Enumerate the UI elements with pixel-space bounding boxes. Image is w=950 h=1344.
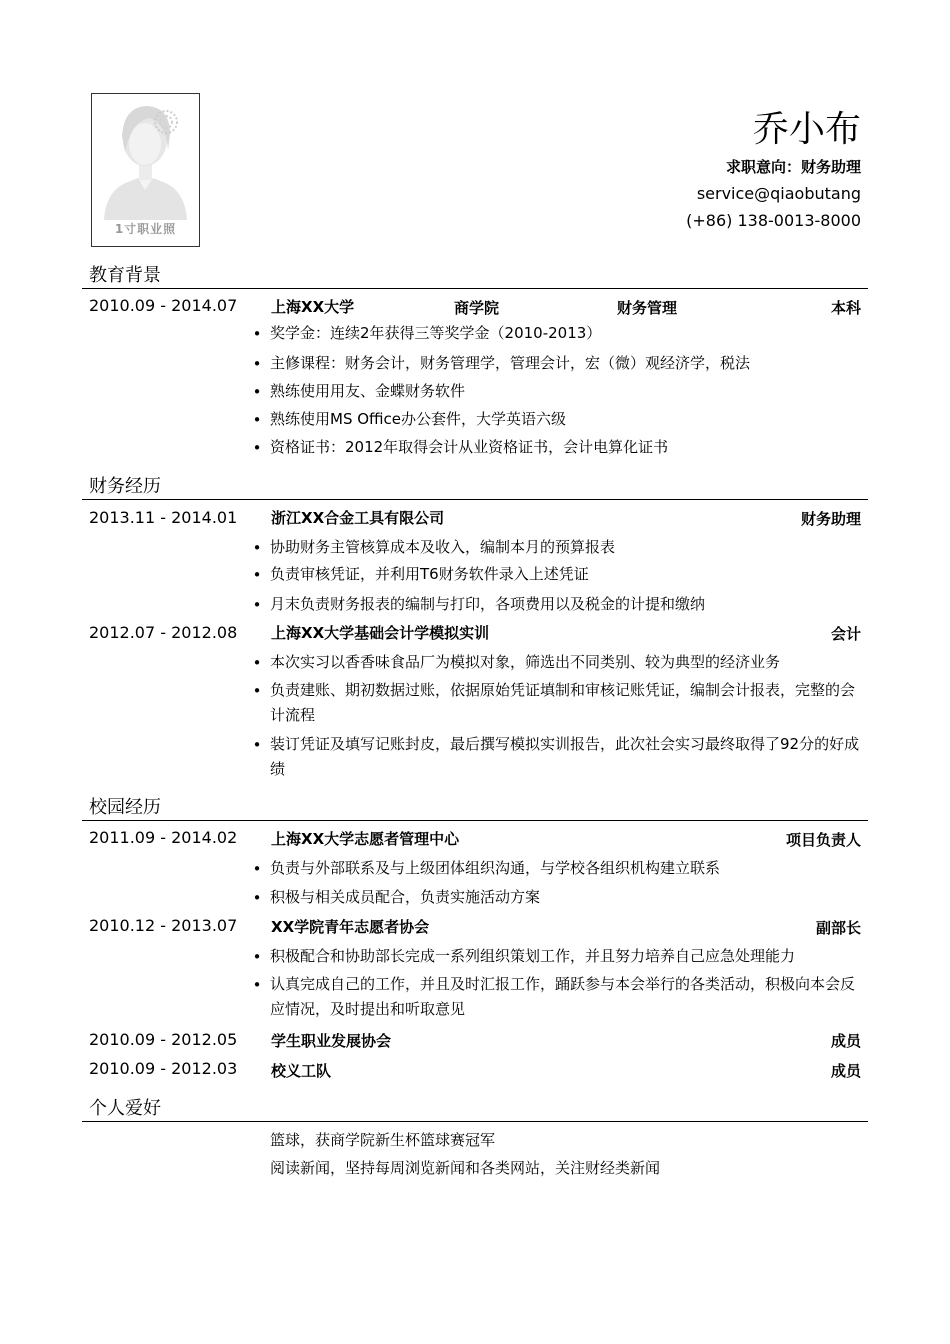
profile-photo xyxy=(91,93,200,247)
position-title: 副部长 xyxy=(815,919,861,937)
bullet-icon: • xyxy=(252,325,262,343)
list-item: 装订凭证及填写记账封皮，最后撰写模拟实训报告，此次社会实习最终取得了92分的好成绩 xyxy=(270,735,860,778)
bullet-icon: • xyxy=(252,439,262,457)
degree: 本科 xyxy=(830,299,861,317)
position-title: 项目负责人 xyxy=(785,831,861,849)
divider xyxy=(82,288,868,289)
hobby-item: 阅读新闻，坚持每周浏览新闻和各类网站，关注财经类新闻 xyxy=(270,1159,661,1177)
bullet-icon: • xyxy=(252,411,262,429)
bullet-icon: • xyxy=(252,596,262,614)
organization-name: 上海XX大学基础会计学模拟实训 xyxy=(271,624,490,642)
position-title: 财务助理 xyxy=(800,510,861,528)
list-item: 奖学金：连续2年获得三等奖学金（2010-2013） xyxy=(270,324,602,342)
entry-date: 2012.07 - 2012.08 xyxy=(89,623,238,642)
bullet-icon: • xyxy=(252,682,262,700)
list-item: 负责与外部联系及与上级团体组织沟通，与学校各组织机构建立联系 xyxy=(270,859,721,877)
entry-date: 2013.11 - 2014.01 xyxy=(89,508,238,527)
email: service@qiaobutang xyxy=(696,184,861,203)
college-name: 商学院 xyxy=(454,299,500,317)
list-item: 负责建账、期初数据过账，依据原始凭证填制和审核记账凭证，编制会计报表，完整的会计流程 xyxy=(270,681,856,724)
bullet-icon: • xyxy=(252,539,262,557)
school-name: 上海XX大学 xyxy=(271,298,355,316)
list-item: 负责审核凭证，并利用T6财务软件录入上述凭证 xyxy=(270,565,589,583)
entry-date: 2010.12 - 2013.07 xyxy=(89,916,238,935)
section-title-hobbies: 个人爱好 xyxy=(89,1098,161,1119)
photo-caption: 1寸职业照 xyxy=(114,222,177,236)
bullet-icon: • xyxy=(252,948,262,966)
list-item: 月末负责财务报表的编制与打印，各项费用以及税金的计提和缴纳 xyxy=(270,595,706,613)
list-item: 协助财务主管核算成本及收入，编制本月的预算报表 xyxy=(270,538,616,556)
list-item: 认真完成自己的工作，并且及时汇报工作，踊跃参与本会举行的各类活动，积极向本会反应情况，及时提出和听取意见 xyxy=(270,975,856,1018)
divider xyxy=(82,1121,868,1122)
section-title-education: 教育背景 xyxy=(89,265,161,286)
section-title-campus: 校园经历 xyxy=(89,797,161,818)
list-item: 资格证书：2012年取得会计从业资格证书，会计电算化证书 xyxy=(270,438,669,456)
list-item: 熟练使用MS Office办公套件，大学英语六级 xyxy=(270,410,567,428)
bullet-icon: • xyxy=(252,860,262,878)
candidate-name: 乔小布 xyxy=(752,109,861,150)
hobby-item: 篮球，获商学院新生杯篮球赛冠军 xyxy=(270,1131,496,1149)
list-item: 积极配合和协助部长完成一系列组织策划工作，并且努力培养自己应急处理能力 xyxy=(270,947,796,965)
position-title: 成员 xyxy=(830,1032,861,1050)
organization-name: XX学院青年志愿者协会 xyxy=(271,918,430,936)
phone: (+86) 138-0013-8000 xyxy=(686,211,861,230)
list-item: 积极与相关成员配合，负责实施活动方案 xyxy=(270,888,541,906)
entry-date: 2010.09 - 2012.05 xyxy=(89,1030,238,1049)
major-name: 财务管理 xyxy=(617,299,678,317)
bullet-icon: • xyxy=(252,654,262,672)
bullet-icon: • xyxy=(252,889,262,907)
bullet-icon: • xyxy=(252,383,262,401)
organization-name: 学生职业发展协会 xyxy=(271,1032,392,1050)
bullet-icon: • xyxy=(252,355,262,373)
bullet-icon: • xyxy=(252,976,262,994)
entry-date: 2011.09 - 2014.02 xyxy=(89,828,238,847)
job-objective: 求职意向：财务助理 xyxy=(725,158,861,176)
entry-date: 2010.09 - 2012.03 xyxy=(89,1059,238,1078)
divider xyxy=(82,820,868,821)
list-item: 熟练使用用友、金蝶财务软件 xyxy=(270,382,466,400)
bullet-icon: • xyxy=(252,566,262,584)
bullet-icon: • xyxy=(252,736,262,754)
list-item: 主修课程：财务会计，财务管理学，管理会计，宏（微）观经济学，税法 xyxy=(270,354,751,372)
organization-name: 校义工队 xyxy=(271,1062,332,1080)
divider xyxy=(82,499,868,500)
organization-name: 浙江XX合金工具有限公司 xyxy=(271,509,445,527)
organization-name: 上海XX大学志愿者管理中心 xyxy=(271,830,460,848)
section-title-finance: 财务经历 xyxy=(89,476,161,497)
list-item: 本次实习以香香味食品厂为模拟对象，筛选出不同类别、较为典型的经济业务 xyxy=(270,653,781,671)
position-title: 成员 xyxy=(830,1062,861,1080)
position-title: 会计 xyxy=(830,625,861,643)
entry-date: 2010.09 - 2014.07 xyxy=(89,296,238,315)
